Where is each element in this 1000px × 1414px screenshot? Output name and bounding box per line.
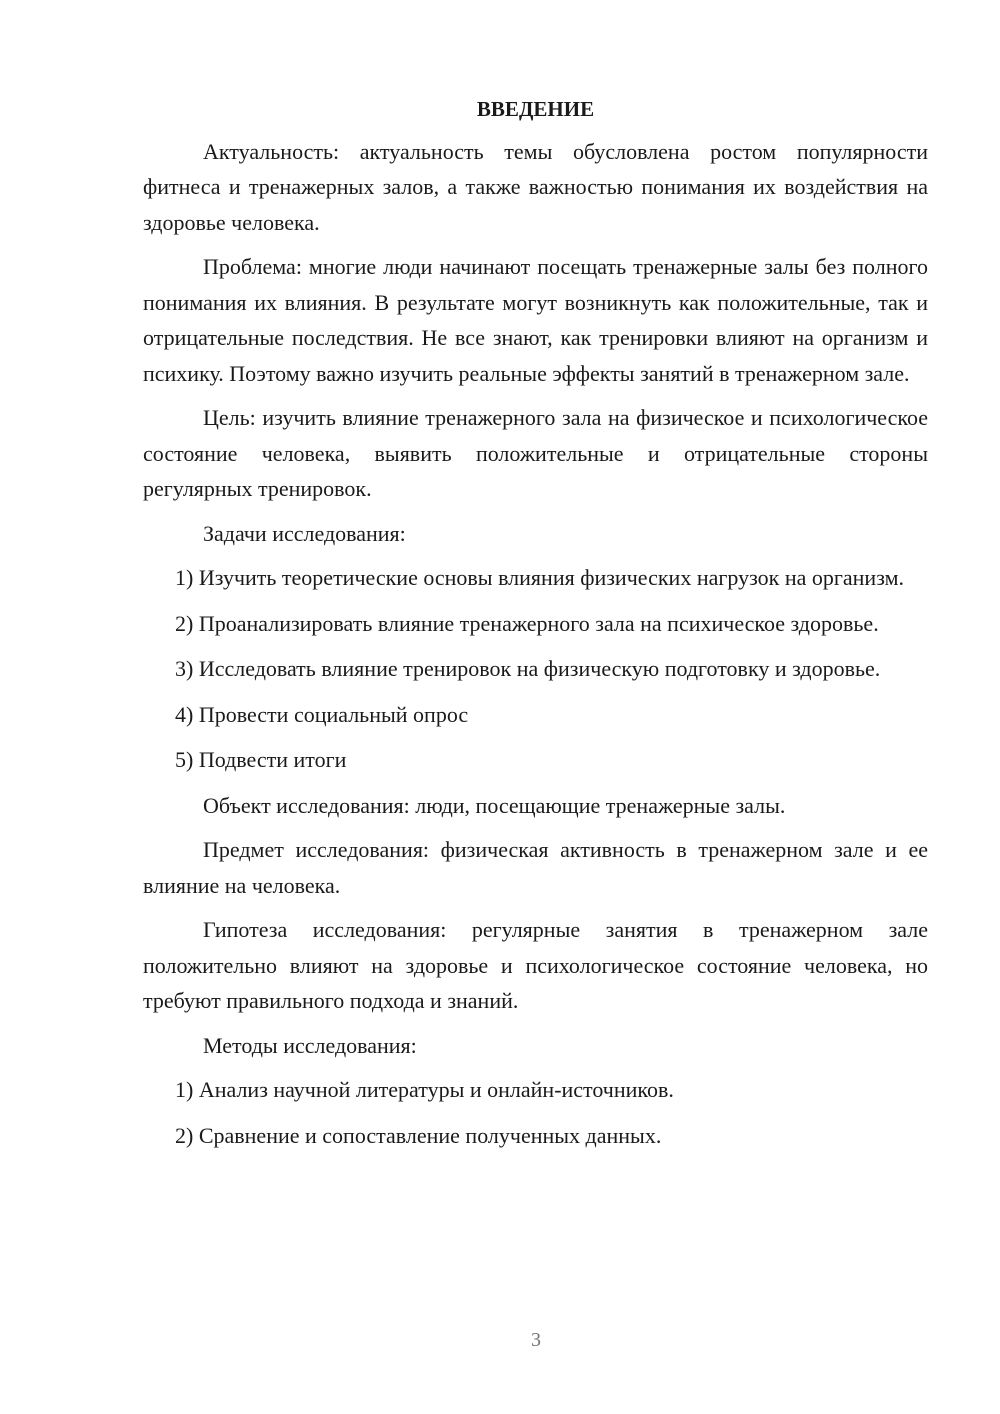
task-item: 4) Провести социальный опрос [175,701,469,727]
task-item: 2) Проанализировать влияние тренажерного зала на психическое здоровье. [175,610,879,636]
document-body [143,92,928,1163]
tasks-heading: Задачи исследования: [203,520,406,546]
subject-paragraph: Предмет исследования: физическая активность в тренажерном зале и ее влияние на человека. [143,837,928,898]
method-item: 1) Анализ научной литературы и онлайн-источников. [175,1077,674,1102]
problem-paragraph: Проблема: многие люди начинают посещать тренажерные залы без полного понимания их влияния. В результате могут возникнуть как положительные, так и отрицательные последствия. Не все знают, как тренировки влияют на организм и психику. Поэтому важно изучить реальные эффекты занятий в тренажерном зале. [143,254,928,386]
page-title: ВВЕДЕНИЕ [476,97,595,121]
relevance-paragraph: Актуальность: актуальность темы обусловлена ростом популярности фитнеса и тренажерных залов, а также важностью понимания их воздействия на здоровье человека. [143,138,928,235]
task-item: 1) Изучить теоретические основы влияния физических нагрузок на организм. [175,565,905,590]
task-item: 3) Исследовать влияние тренировок на физическую подготовку и здоровье. [175,656,881,681]
method-item: 2) Сравнение и сопоставление полученных данных. [175,1122,662,1148]
object-paragraph: Объект исследования: люди, посещающие тренажерные залы. [203,792,786,818]
task-item: 5) Подвести итоги [175,747,347,772]
page-number: 3 [531,1329,541,1351]
methods-heading: Методы исследования: [203,1032,417,1058]
hypothesis-paragraph: Гипотеза исследования: регулярные занятия в тренажерном зале положительно влияют на здоровье и психологическое состояние человека, но требуют правильного подхода и знаний. [143,917,928,1013]
goal-paragraph: Цель: изучить влияние тренажерного зала на физическое и психологическое состояние человека, выявить положительные и отрицательные стороны регулярных тренировок. [143,405,928,501]
